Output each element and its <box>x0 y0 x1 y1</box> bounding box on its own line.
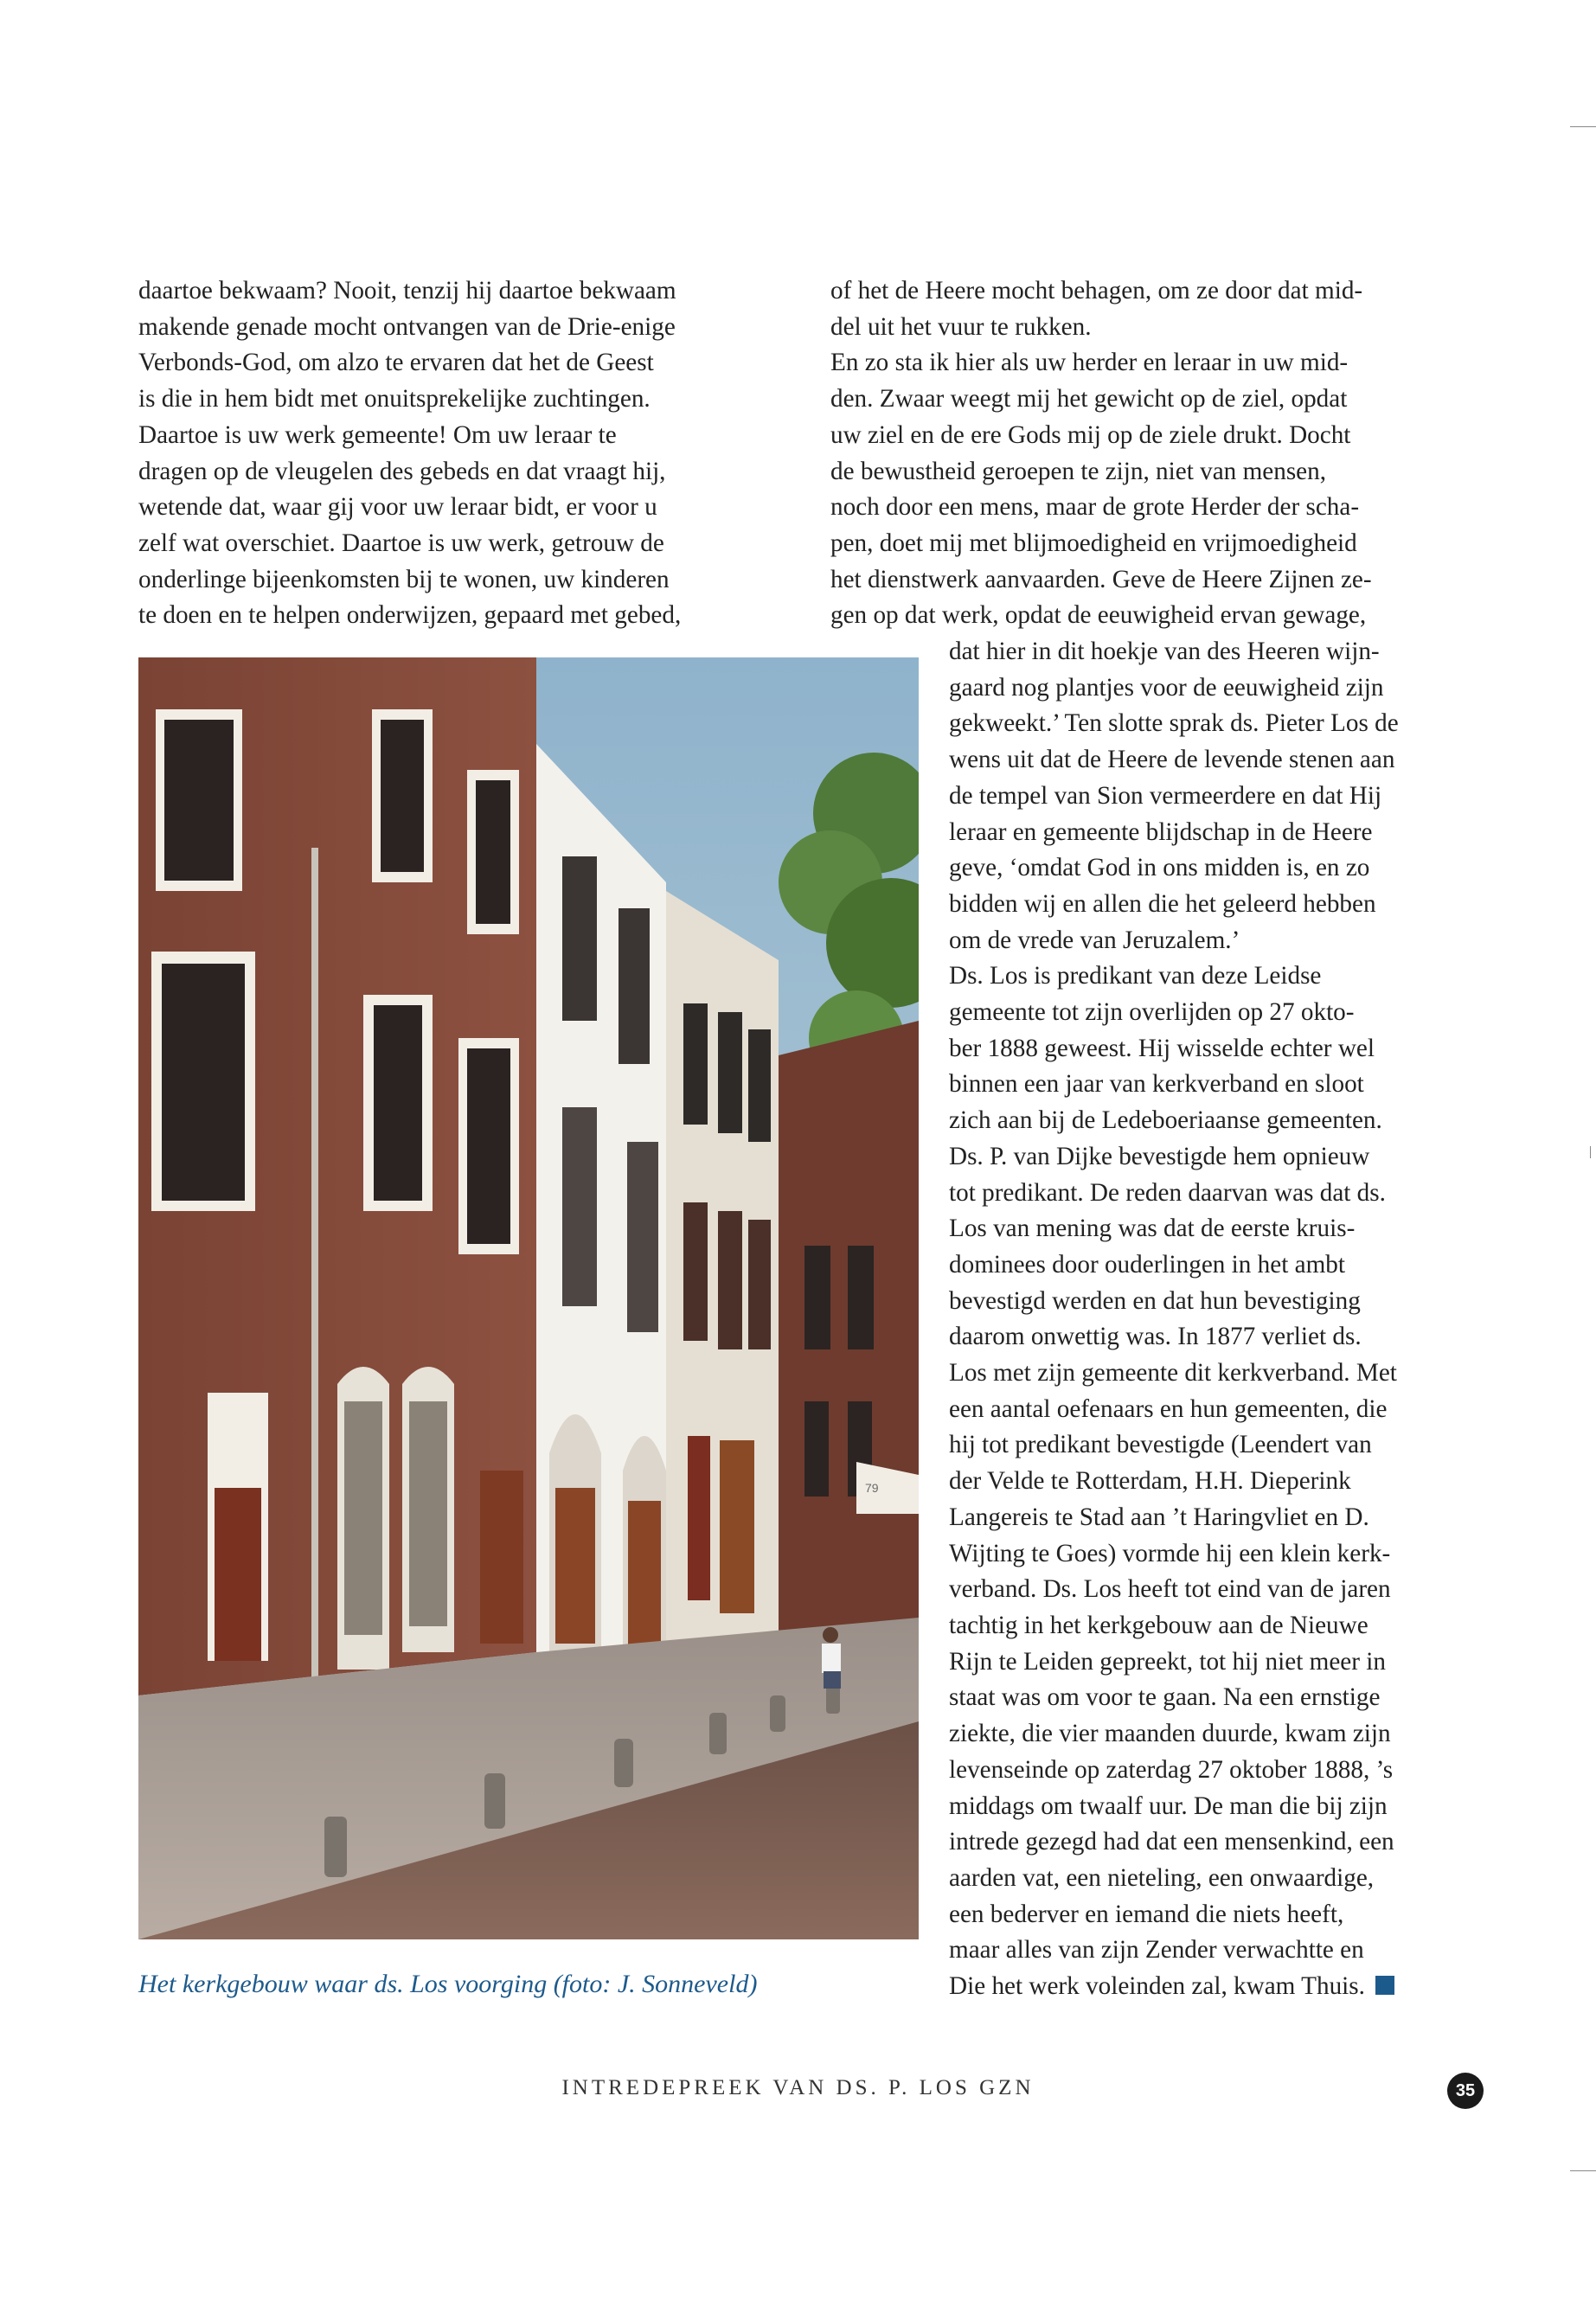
text-line: noch door een mens, maar de grote Herder der scha- <box>830 493 1360 522</box>
photo-caption: Het kerkgebouw waar ds. Los voorging (foto: J. Sonneveld) <box>138 1970 758 1998</box>
crop-mark-middle-right <box>1590 1146 1591 1158</box>
page-number-badge: 35 <box>1447 2073 1484 2109</box>
shop-number: 79 <box>865 1481 879 1495</box>
text-line: wens uit dat de Heere de levende stenen aan <box>949 746 1395 774</box>
text-line: dragen op de vleugelen des gebeds en dat vraagt hij, <box>138 457 666 485</box>
right-text-column-bottom <box>949 634 1503 2005</box>
text-line: Verbonds-God, om alzo te ervaren dat het de Geest <box>138 349 654 377</box>
text-line: bevestigd werden en dat hun bevestiging <box>949 1286 1361 1315</box>
door <box>555 1488 595 1644</box>
text-line: der Velde te Rotterdam, H.H. Dieperink <box>949 1467 1351 1496</box>
text-line: En zo sta ik hier als uw herder en leraar in uw mid- <box>830 349 1349 377</box>
text-line: geve, ‘omdat God in ons midden is, en zo <box>949 854 1370 882</box>
text-line-last-text: Die het werk voleinden zal, kwam Thuis. <box>949 1972 1365 2001</box>
left-text-column <box>138 273 796 634</box>
crop-mark-top-right <box>1570 126 1596 127</box>
running-title: INTREDEPREEK VAN DS. P. LOS GZN <box>561 2076 1035 2099</box>
text-line: een aantal oefenaars en hun gemeenten, die <box>949 1394 1388 1423</box>
text-line: de bewustheid geroepen te zijn, niet van mensen, <box>830 457 1327 485</box>
text-line: gekweekt.’ Ten slotte sprak ds. Pieter Los de <box>949 709 1399 738</box>
text-line: ber 1888 geweest. Hij wisselde echter wel <box>949 1034 1375 1062</box>
text-line: Los van mening was dat de eerste kruis- <box>949 1215 1356 1243</box>
text-line: een bederver en iemand die niets heeft, <box>949 1900 1344 1928</box>
person <box>822 1627 841 1689</box>
text-line: dat hier in dit hoekje van des Heeren wijn- <box>949 638 1380 665</box>
text-line: onderlinge bijeenkomsten bij te wonen, uw kinderen <box>138 565 670 593</box>
text-line: binnen een jaar van kerkverband en sloot <box>949 1070 1364 1099</box>
text-line: Wijting te Goes) vormde hij een klein kerk- <box>949 1539 1391 1567</box>
text-line: het dienstwerk aanvaarden. Geve de Heere Zijnen ze- <box>830 565 1372 593</box>
text-line: ziekte, die vier maanden duurde, kwam zijn <box>949 1720 1391 1748</box>
text-line: daartoe bekwaam? Nooit, tenzij hij daartoe bekwaam <box>138 277 676 304</box>
text-line: Rijn te Leiden gepreekt, tot hij niet meer in <box>949 1647 1386 1676</box>
text-line: Ds. P. van Dijke bevestigde hem opnieuw <box>949 1142 1370 1170</box>
text-line: makende genade mocht ontvangen van de Drie-enige <box>138 312 676 341</box>
text-line: tot predikant. De reden daarvan was dat ds. <box>949 1178 1386 1207</box>
text-line: om de vrede van Jeruzalem.’ <box>949 926 1240 954</box>
text-line: de tempel van Sion vermeerdere en dat Hij <box>949 781 1382 810</box>
text-line: levenseinde op zaterdag 27 oktober 1888, ’s <box>949 1755 1394 1784</box>
text-line: wetende dat, waar gij voor uw leraar bidt, er voor u <box>138 493 657 522</box>
text-line: dominees door ouderlingen in het ambt <box>949 1250 1345 1279</box>
text-line: Ds. Los is predikant van deze Leidse <box>949 962 1322 990</box>
end-of-article-square-icon <box>1375 1976 1394 1995</box>
text-line: den. Zwaar weegt mij het gewicht op de ziel, opdat <box>830 385 1348 413</box>
text-line: tachtig in het kerkgebouw aan de Nieuwe <box>949 1611 1368 1639</box>
text-line: maar alles van zijn Zender verwachtte en <box>949 1936 1364 1965</box>
text-line: hij tot predikant bevestigde (Leendert van <box>949 1431 1372 1459</box>
text-line: pen, doet mij met blijmoedigheid en vrijmoedigheid <box>830 529 1357 557</box>
text-line: of het de Heere mocht behagen, om ze door dat mid- <box>830 277 1363 304</box>
door <box>628 1501 661 1648</box>
text-line: Daartoe is uw werk gemeente! Om uw leraar te <box>138 420 617 449</box>
text-line: uw ziel en de ere Gods mij op de ziele drukt. Docht <box>830 420 1351 449</box>
text-line: gemeente tot zijn overlijden op 27 okto- <box>949 998 1355 1027</box>
text-line: del uit het vuur te rukken. <box>830 312 1092 341</box>
text-line: daarom onwettig was. In 1877 verliet ds. <box>949 1323 1362 1351</box>
text-line: staat was om voor te gaan. Na een ernstige <box>949 1683 1381 1712</box>
text-line: zelf wat overschiet. Daartoe is uw werk, getrouw de <box>138 529 664 557</box>
text-line: middags om twaalf uur. De man die bij zijn <box>949 1791 1388 1820</box>
text-line: Los met zijn gemeente dit kerkverband. Met <box>949 1359 1397 1388</box>
text-line: gen op dat werk, opdat de eeuwigheid ervan gewage, <box>830 601 1367 630</box>
text-line: gaard nog plantjes voor de eeuwigheid zijn <box>949 673 1384 702</box>
door <box>215 1488 261 1661</box>
text-line: verband. Ds. Los heeft tot eind van de jaren <box>949 1575 1391 1604</box>
text-line: intrede gezegd had dat een mensenkind, een <box>949 1828 1394 1856</box>
drainpipe <box>311 848 318 1678</box>
text-line: zich aan bij de Ledeboeriaanse gemeenten. <box>949 1106 1382 1135</box>
right-text-column-top <box>830 273 1497 634</box>
text-line: te doen en te helpen onderwijzen, gepaard met gebed, <box>138 601 682 630</box>
crop-mark-bottom-right <box>1570 2170 1596 2171</box>
text-line: is die in hem bidt met onuitsprekelijke zuchtingen. <box>138 385 651 413</box>
text-line-last <box>949 1969 1503 2005</box>
text-line: bidden wij en allen die het geleerd hebben <box>949 889 1376 918</box>
text-line: aarden vat, een nieteling, een onwaardige, <box>949 1863 1375 1892</box>
door <box>480 1471 523 1644</box>
text-line: leraar en gemeente blijdschap in de Heere <box>949 817 1373 846</box>
text-line: Langereis te Stad aan ’t Haringvliet en D. <box>949 1503 1369 1531</box>
church-street-photo <box>138 657 919 1939</box>
